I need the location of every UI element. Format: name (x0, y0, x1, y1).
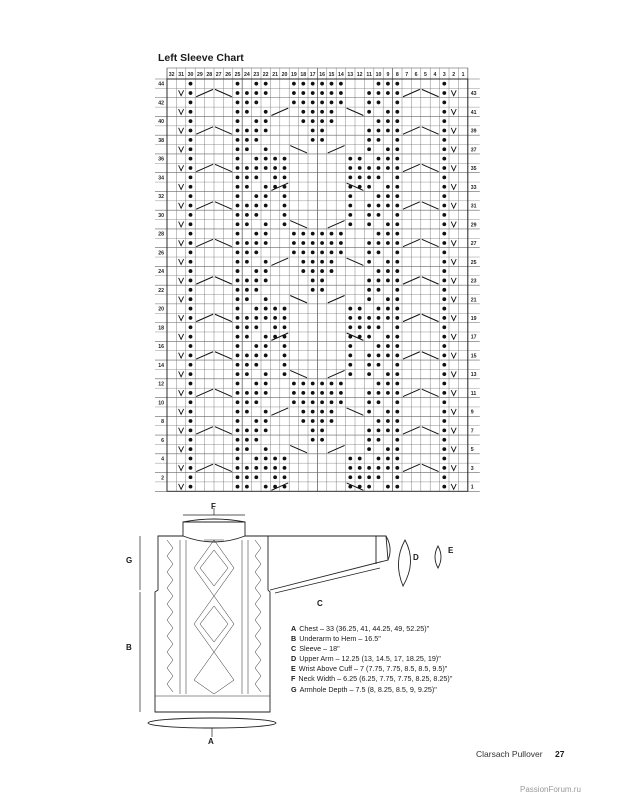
row-number-right: 41 (470, 109, 477, 116)
measurement-e: E Wrist Above Cuff – 7 (7.75, 7.75, 8.5, 8.5, 9.5)" (291, 664, 448, 674)
row-number-left: 4 (161, 456, 164, 463)
row-number-left: 20 (158, 306, 164, 313)
row-number-right: 13 (470, 372, 477, 379)
column-number: 26 (225, 72, 231, 78)
label-e: E (448, 546, 454, 555)
column-number: 29 (197, 72, 203, 78)
measurement-c: C Sleeve – 18" (291, 644, 340, 654)
column-number: 23 (253, 72, 260, 78)
row-number-left: 34 (158, 175, 164, 182)
column-number: 5 (424, 72, 427, 78)
label-d: D (413, 553, 419, 562)
row-number-right: 9 (470, 409, 474, 416)
row-number-left: 42 (158, 100, 164, 107)
row-number-left: 6 (161, 437, 164, 444)
column-number: 18 (300, 72, 307, 78)
column-number: 32 (168, 72, 175, 78)
measurement-d: D Upper Arm – 12.25 (13, 14.5, 17, 18.25, 19)" (291, 654, 441, 664)
measurement-f: F Neck Width – 6.25 (6.25, 7.75, 7.75, 8.25, 8.25)" (291, 674, 453, 684)
row-number-right: 39 (470, 128, 477, 135)
row-number-right: 15 (470, 353, 477, 360)
column-number: 9 (386, 72, 390, 78)
row-number-left: 14 (158, 362, 164, 369)
row-number-right: 5 (470, 447, 474, 454)
label-b: B (126, 643, 132, 652)
column-number: 16 (319, 72, 325, 78)
column-number: 31 (178, 72, 184, 78)
row-number-right: 1 (470, 484, 474, 491)
row-number-left: 10 (158, 400, 164, 407)
page-number: 27 (555, 749, 565, 759)
measurement-a: A Chest – 33 (36.25, 41, 44.25, 49, 52.25)" (291, 624, 430, 633)
column-number: 13 (347, 72, 354, 78)
row-number-left: 44 (158, 81, 164, 88)
row-number-left: 18 (158, 325, 164, 332)
sleeve-outline (268, 536, 388, 590)
row-number-right: 29 (470, 222, 477, 229)
label-f: F (211, 502, 216, 511)
column-number: 6 (414, 72, 418, 78)
sweater-body-outline (155, 522, 270, 712)
label-a: A (208, 737, 214, 746)
row-number-right: 23 (470, 278, 477, 285)
column-number: 17 (309, 72, 316, 78)
row-number-right: 27 (470, 241, 477, 248)
column-number: 11 (366, 72, 372, 78)
column-number: 10 (375, 72, 382, 78)
row-number-right: 11 (470, 390, 477, 397)
column-number: 3 (442, 72, 446, 78)
column-number: 28 (206, 72, 213, 78)
column-number: 2 (452, 72, 456, 78)
row-number-left: 30 (158, 212, 164, 219)
row-number-right: 33 (470, 184, 477, 191)
measurement-g: G Armhole Depth – 7.5 (8, 8.25, 8.5, 9, 9.25)" (291, 684, 437, 694)
column-number: 1 (461, 72, 465, 78)
column-number: 27 (215, 72, 222, 78)
row-number-left: 28 (158, 231, 164, 238)
measurement-b: B Underarm to Hem – 16.5" (291, 634, 381, 644)
footer-pattern-title: Clarsach Pullover (476, 749, 543, 759)
column-number: 15 (328, 72, 335, 78)
row-number-left: 24 (158, 269, 164, 276)
row-number-right: 19 (470, 315, 477, 322)
column-number: 30 (187, 72, 194, 78)
row-number-right: 43 (470, 91, 477, 98)
chest-oval (148, 718, 276, 728)
column-number: 21 (272, 72, 278, 78)
column-number: 7 (405, 72, 409, 78)
row-number-left: 22 (158, 287, 164, 294)
row-number-right: 37 (470, 147, 477, 154)
wrist-oval (435, 546, 441, 568)
column-number: 22 (262, 72, 269, 78)
row-number-right: 7 (470, 428, 474, 435)
cuff-outline (376, 536, 390, 564)
row-number-right: 3 (470, 465, 474, 472)
column-number: 4 (433, 72, 437, 78)
row-number-right: 21 (470, 297, 477, 304)
row-number-left: 38 (158, 137, 164, 144)
column-number: 19 (291, 72, 297, 78)
watermark: PassionForum.ru (520, 785, 581, 794)
row-number-right: 17 (470, 334, 477, 341)
row-number-left: 8 (161, 419, 164, 426)
column-number: 14 (338, 72, 344, 78)
row-number-left: 16 (158, 344, 164, 351)
row-number-left: 40 (158, 119, 164, 126)
row-number-right: 35 (470, 166, 477, 173)
column-number: 24 (244, 72, 250, 78)
upper-arm-oval (398, 540, 410, 586)
row-number-left: 2 (161, 475, 164, 482)
row-number-left: 32 (158, 194, 164, 201)
chart-title: Left Sleeve Chart (158, 52, 244, 64)
row-number-left: 12 (158, 381, 164, 388)
measurement-list (291, 624, 452, 695)
row-number-left: 26 (158, 250, 164, 257)
label-c: C (317, 599, 323, 608)
column-number: 25 (234, 72, 241, 78)
row-number-left: 36 (158, 156, 164, 163)
column-number: 8 (395, 72, 399, 78)
row-number-right: 25 (470, 259, 477, 266)
label-g: G (126, 556, 133, 565)
cable-pattern (167, 540, 261, 694)
row-number-right: 31 (470, 203, 477, 210)
column-number: 12 (356, 72, 363, 78)
column-number: 20 (281, 72, 288, 78)
